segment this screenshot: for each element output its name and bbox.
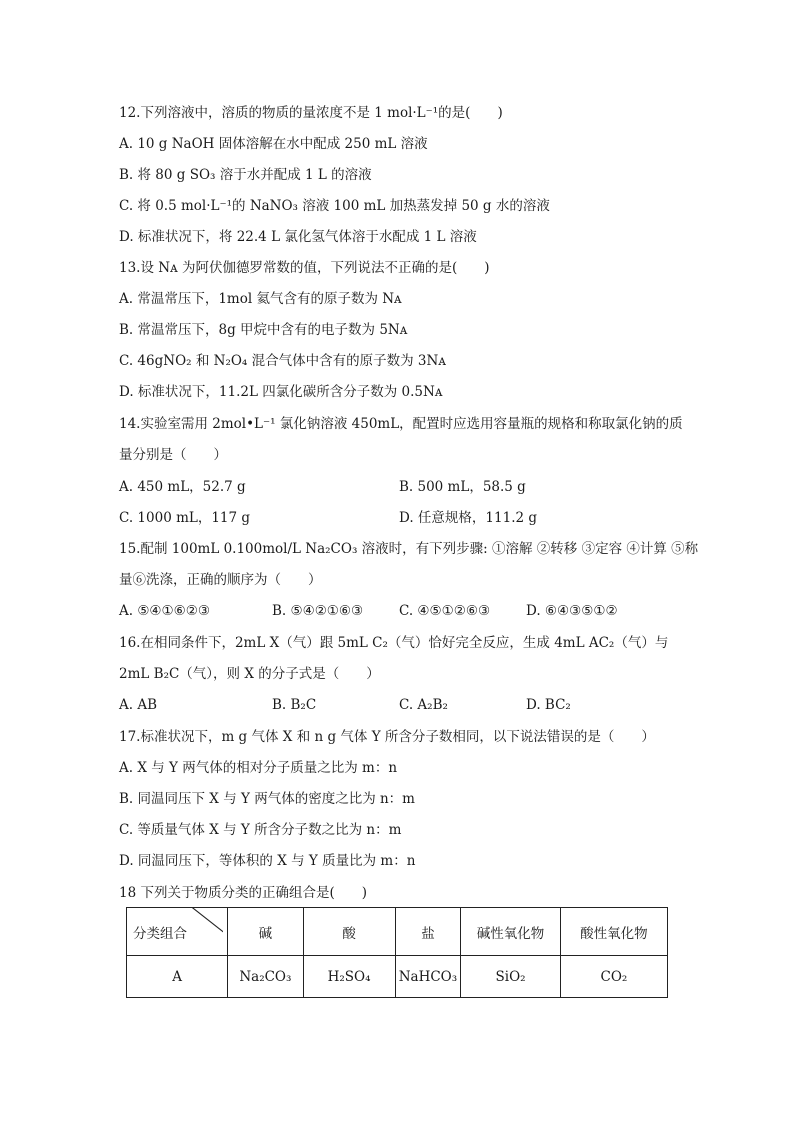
table-cell: CO₂ (560, 956, 667, 998)
q16-option-a[interactable]: A. AB (119, 697, 158, 713)
table-cell: NaHCO₃ (395, 956, 461, 998)
table-header-label: 分类组合 (133, 925, 187, 942)
table-header-cell (127, 908, 228, 956)
q12-option-a[interactable]: A. 10 g NaOH 固体溶解在水中配成 250 mL 溶液 (119, 136, 428, 152)
table-header-cell: 碱 (228, 908, 303, 956)
q17-option-d[interactable]: D. 同温同压下，等体积的 X 与 Y 质量比为 m：n (119, 853, 416, 869)
q12-option-d[interactable]: D. 标准状况下，将 22.4 L 氯化氢气体溶于水配成 1 L 溶液 (119, 229, 477, 245)
table-cell: H₂SO₄ (303, 956, 395, 998)
q13-option-a[interactable]: A. 常温常压下，1mol 氦气含有的原子数为 Nᴀ (119, 291, 402, 307)
table-header-cell: 碱性氧化物 (461, 908, 560, 956)
q16-stem-line2: 2mL B₂C（气），则 X 的分子式是（ ） (119, 666, 380, 682)
q18-stem: 18 下列关于物质分类的正确组合是( ) (119, 885, 368, 901)
q17-option-c[interactable]: C. 等质量气体 X 与 Y 所含分子数之比为 n：m (119, 822, 402, 838)
q13-option-b[interactable]: B. 常温常压下，8g 甲烷中含有的电子数为 5Nᴀ (119, 322, 408, 338)
q13-option-d[interactable]: D. 标准状况下，11.2L 四氯化碳所含分子数为 0.5Nᴀ (119, 384, 443, 400)
q16-option-d[interactable]: D. BC₂ (526, 697, 571, 713)
q13-option-c[interactable]: C. 46gNO₂ 和 N₂O₄ 混合气体中含有的原子数为 3Nᴀ (119, 353, 446, 369)
table-header-cell: 酸 (303, 908, 395, 956)
q17-option-b[interactable]: B. 同温同压下 X 与 Y 两气体的密度之比为 n：m (119, 791, 415, 807)
q14-option-d[interactable]: D. 任意规格，111.2 g (399, 510, 538, 526)
q16-option-c[interactable]: C. A₂B₂ (399, 697, 448, 713)
q15-option-d[interactable]: D. ⑥④③⑤①② (526, 603, 618, 619)
classification-table (126, 907, 668, 998)
q12-option-b[interactable]: B. 将 80 g SO₃ 溶于水并配成 1 L 的溶液 (119, 167, 372, 183)
q16-stem-line1: 16.在相同条件下，2mL X（气）跟 5mL C₂（气）恰好完全反应，生成 4mL AC₂（气）与 (119, 635, 669, 651)
table-cell: SiO₂ (461, 956, 560, 998)
q13-stem: 13.设 Nᴀ 为阿伏伽德罗常数的值，下列说法不正确的是( ) (119, 260, 490, 276)
diagonal-line-icon (127, 908, 223, 980)
table-header-cell: 酸性氧化物 (560, 908, 667, 956)
q17-option-a[interactable]: A. X 与 Y 两气体的相对分子质量之比为 m：n (119, 760, 398, 776)
q17-stem: 17.标准状况下，m g 气体 X 和 n g 气体 Y 所含分子数相同，以下说法错误的是（ ） (119, 729, 655, 745)
q16-option-b[interactable]: B. B₂C (272, 697, 317, 713)
q15-stem-line1: 15.配制 100mL 0.100mol/L Na₂CO₃ 溶液时，有下列步骤: ①溶解 ②转移 ③定容 ④计算 ⑤称 (119, 541, 699, 557)
q14-option-b[interactable]: B. 500 mL，58.5 g (399, 479, 526, 495)
q14-stem-line1: 14.实验室需用 2mol•L⁻¹ 氯化钠溶液 450mL，配置时应选用容量瓶的规格和称取氯化钠的质 (119, 416, 683, 432)
q12-option-c[interactable]: C. 将 0.5 mol·L⁻¹的 NaNO₃ 溶液 100 mL 加热蒸发掉 50 g 水的溶液 (119, 198, 550, 214)
table-header-row (127, 908, 668, 956)
q15-option-c[interactable]: C. ④⑤①②⑥③ (399, 603, 491, 619)
q14-option-a[interactable]: A. 450 mL，52.7 g (119, 479, 246, 495)
q15-stem-line2: 量⑥洗涤，正确的顺序为（ ） (119, 572, 322, 588)
table-header-cell: 盐 (395, 908, 461, 956)
table-cell: A (127, 956, 228, 998)
q15-option-a[interactable]: A. ⑤④①⑥②③ (119, 603, 210, 619)
q14-option-c[interactable]: C. 1000 mL，117 g (119, 510, 251, 526)
table-cell: Na₂CO₃ (228, 956, 303, 998)
q15-option-b[interactable]: B. ⑤④②①⑥③ (272, 603, 364, 619)
q14-stem-line2: 量分别是（ ） (119, 447, 227, 463)
q12-stem: 12.下列溶液中，溶质的物质的量浓度不是 1 mol·L⁻¹的是( ) (119, 105, 503, 121)
